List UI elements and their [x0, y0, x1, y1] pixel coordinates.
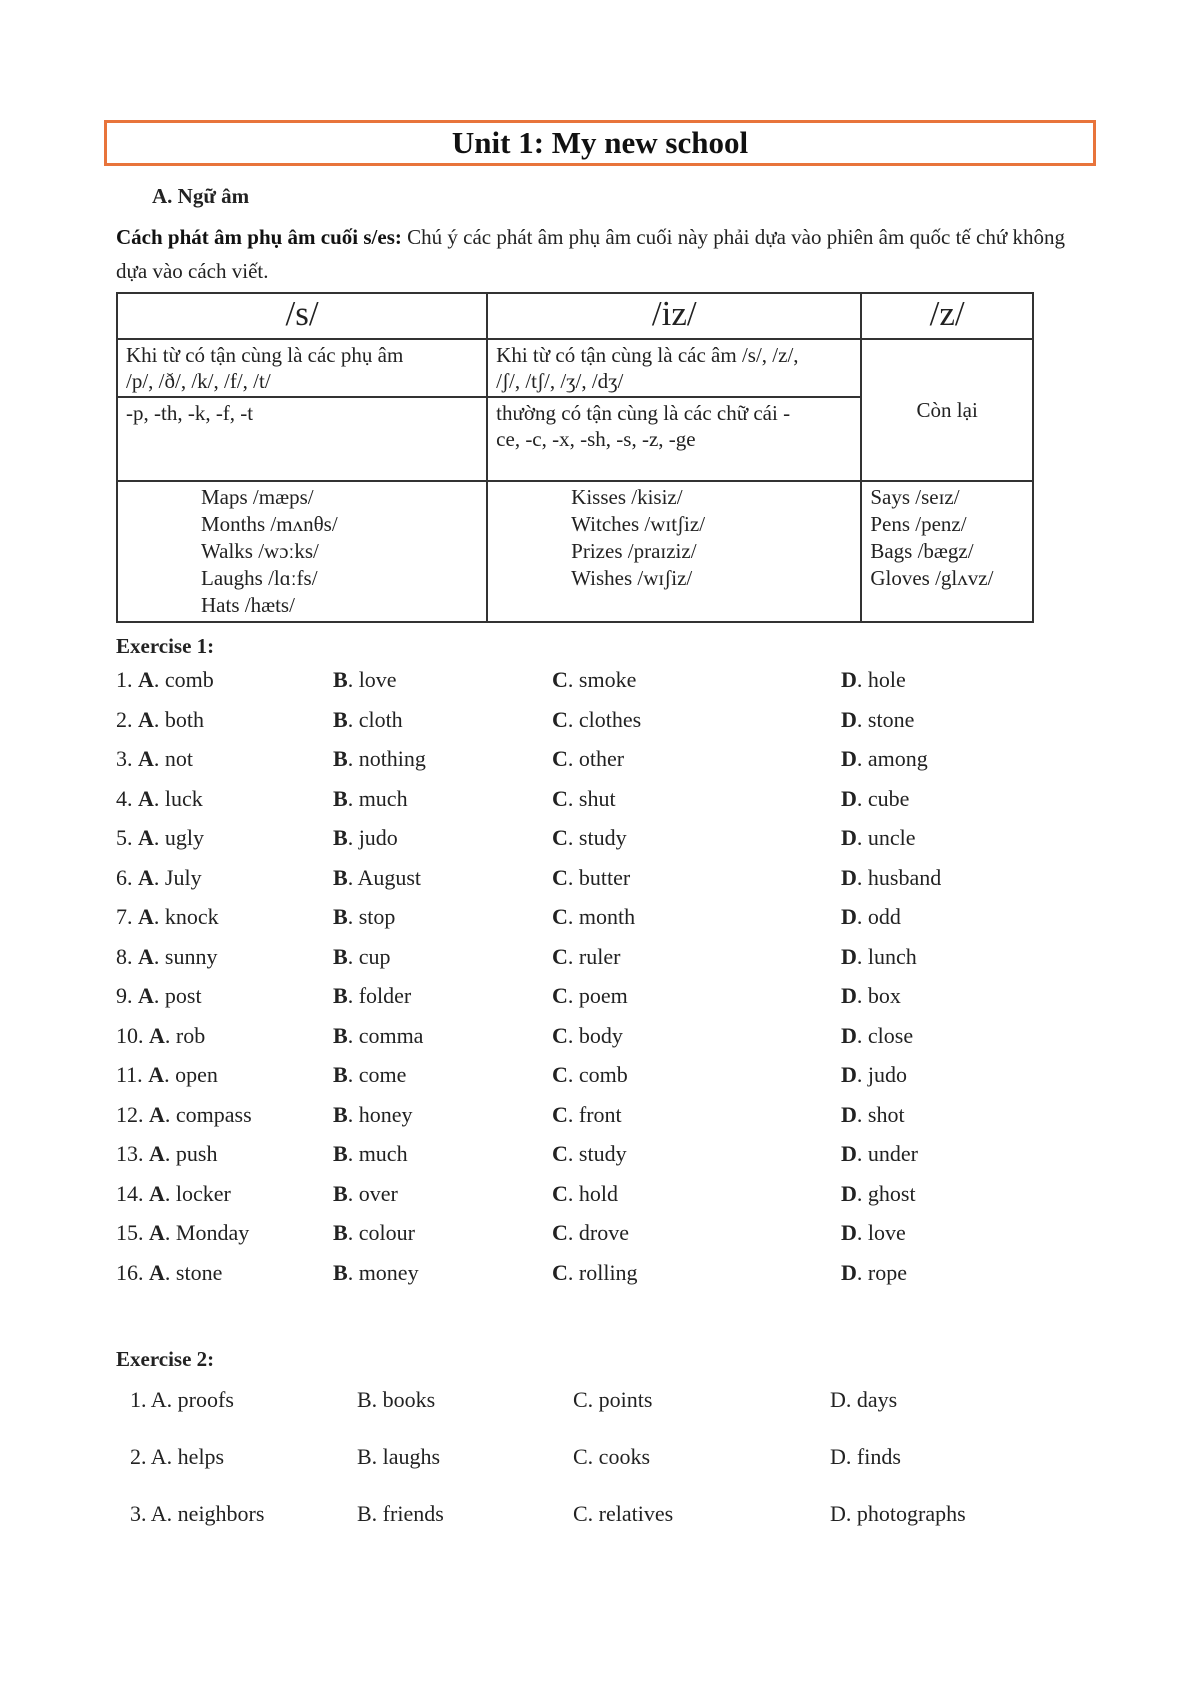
option-a: 4. A. luck: [116, 785, 203, 811]
option-letter: A: [138, 825, 154, 850]
option-d: D. box: [841, 983, 901, 1008]
option-a: 10. A. rob: [116, 1022, 206, 1048]
option-d: D. husband: [841, 864, 942, 890]
option-word: husband: [867, 864, 942, 890]
option-a: 13. A. push: [116, 1141, 218, 1166]
example: Kisses /kisiz/: [571, 485, 683, 509]
option-word: hold: [578, 1180, 619, 1206]
option-a: 1. A. comb: [116, 667, 214, 692]
exercise1-question: [116, 904, 1076, 944]
header-s: /s/: [117, 293, 487, 339]
header-z: /z/: [861, 293, 1033, 339]
option-letter: C: [552, 1022, 568, 1048]
question-number: 9.: [116, 983, 133, 1008]
question-number: 3.: [116, 746, 133, 771]
option-d: D. rope: [841, 1259, 907, 1285]
iz-rule-sounds-line1: Khi từ có tận cùng là các âm /s/, /z/,: [496, 343, 799, 367]
option-word: love: [358, 667, 397, 692]
option-word: judo: [358, 825, 398, 850]
option-word: shot: [867, 1101, 905, 1127]
option-b: B. much: [333, 1141, 408, 1166]
exercise1-title: Exercise 1:: [116, 634, 215, 658]
option-word: comb: [164, 667, 214, 692]
option-c: C. front: [552, 1101, 622, 1127]
option-word: cup: [358, 943, 391, 969]
option-word: under: [867, 1141, 918, 1166]
example: Prizes /praɪziz/: [571, 539, 697, 563]
question-number: 15.: [116, 1220, 144, 1245]
option: C. points: [573, 1387, 653, 1412]
option-word: colour: [358, 1220, 415, 1245]
option-letter: B: [333, 1180, 348, 1206]
option-letter: A: [149, 1180, 165, 1206]
option-d: D. ghost: [841, 1180, 916, 1206]
option-letter: B: [333, 983, 348, 1008]
option-letter: C: [552, 706, 568, 732]
option-c: C. comb: [552, 1062, 628, 1087]
option-word: smoke: [578, 667, 637, 692]
option-letter: D: [841, 825, 857, 850]
option-letter: D: [841, 864, 857, 890]
option-letter: B: [333, 746, 348, 771]
option-letter: D: [841, 746, 857, 771]
option-c: C. month: [552, 904, 636, 929]
option-letter: C: [552, 746, 568, 771]
z-rule: Còn lại: [861, 339, 1033, 481]
option-c: C. body: [552, 1022, 623, 1048]
option-letter: B: [333, 1062, 348, 1087]
option-word: judo: [867, 1062, 908, 1087]
option-b: B. stop: [333, 904, 396, 929]
option-word: folder: [358, 983, 412, 1008]
option-letter: D: [841, 1101, 857, 1127]
question-number: 14.: [116, 1180, 144, 1206]
option-word: post: [164, 983, 202, 1008]
exercise1-question: [116, 1181, 1076, 1221]
exercise1-question: [116, 707, 1076, 747]
option-letter: B: [333, 1101, 348, 1127]
option-letter: B: [333, 1259, 348, 1285]
exercise1-question: [116, 746, 1076, 786]
option-b: B. over: [333, 1180, 398, 1206]
option-letter: B: [333, 1022, 348, 1048]
option-letter: A: [149, 1101, 165, 1127]
option-word: uncle: [867, 825, 916, 850]
option-word: much: [358, 1141, 408, 1166]
option-word: butter: [578, 864, 631, 890]
option-letter: B: [333, 943, 348, 969]
option-d: D. under: [841, 1141, 918, 1166]
option-letter: B: [333, 864, 348, 890]
section-a-heading: A. Ngữ âm: [152, 184, 250, 208]
option-letter: C: [552, 1141, 568, 1166]
option-b: B. love: [333, 667, 397, 692]
option-c: C. poem: [552, 983, 628, 1008]
option: 2. A. helps: [130, 1444, 225, 1469]
option: D. days: [830, 1387, 898, 1412]
s-examples: [117, 481, 487, 622]
example: Pens /penz/: [870, 512, 967, 536]
option-word: box: [867, 983, 901, 1008]
option-word: poem: [578, 983, 628, 1008]
option-letter: A: [149, 1220, 165, 1245]
option: B. books: [357, 1387, 436, 1412]
exercise1-question: [116, 865, 1076, 905]
exercise1-list: [116, 667, 1076, 1299]
exercise1-question: [116, 1220, 1076, 1260]
option-word: ruler: [578, 943, 621, 969]
option-word: shut: [578, 785, 616, 811]
option-b: B. much: [333, 785, 408, 811]
option: D. photographs: [830, 1501, 966, 1526]
page-title: Unit 1: My new school: [451, 125, 749, 160]
example: Laughs /lɑːfs/: [201, 566, 318, 590]
option-a: 8. A. sunny: [116, 943, 218, 969]
option-word: nothing: [358, 746, 426, 771]
option-word: July: [164, 864, 202, 890]
option-b: B. colour: [333, 1220, 415, 1245]
option-letter: D: [841, 706, 857, 732]
question-number: 4.: [116, 785, 133, 811]
s-rule-sounds-line2: /p/, /ð/, /k/, /f/, /t/: [126, 369, 271, 393]
option-c: C. study: [552, 825, 627, 850]
question-number: 2.: [116, 706, 133, 732]
question-number: 6.: [116, 864, 133, 890]
option-letter: A: [148, 1062, 165, 1087]
title-box: [104, 120, 1096, 166]
exercise1-question: [116, 1023, 1076, 1063]
option-letter: B: [333, 1141, 348, 1166]
z-examples: [861, 481, 1033, 622]
option-b: B. cup: [333, 943, 391, 969]
option-b: B. money: [333, 1259, 419, 1285]
option-letter: A: [138, 983, 154, 1008]
option-c: C. other: [552, 746, 625, 771]
option-b: B. cloth: [333, 706, 403, 732]
option-letter: C: [552, 1101, 568, 1127]
option-d: D. odd: [841, 904, 901, 929]
option-b: B. come: [333, 1062, 407, 1087]
option-letter: B: [333, 1220, 348, 1245]
option-c: C. study: [552, 1141, 627, 1166]
option-c: C. hold: [552, 1180, 619, 1206]
option-b: B. honey: [333, 1101, 413, 1127]
option-word: front: [578, 1101, 622, 1127]
option-c: C. ruler: [552, 943, 621, 969]
exercise1-question: [116, 983, 1076, 1023]
option-letter: C: [552, 943, 568, 969]
question-number: 10.: [116, 1022, 144, 1048]
option-b: B. judo: [333, 825, 398, 850]
option-word: honey: [358, 1101, 413, 1127]
option-letter: A: [138, 785, 154, 811]
option-word: locker: [175, 1180, 231, 1206]
option-letter: C: [552, 864, 568, 890]
option-word: rob: [175, 1022, 206, 1048]
option-letter: A: [138, 746, 154, 771]
option-d: D. hole: [841, 667, 906, 692]
exercise2-question: [130, 1501, 1090, 1558]
question-number: 5.: [116, 825, 133, 850]
header-iz: /iz/: [487, 293, 861, 339]
option-letter: A: [149, 1259, 165, 1285]
exercise1-question: [116, 944, 1076, 984]
option-word: comma: [358, 1022, 424, 1048]
intro-text: Chú ý các phát âm phụ âm cuối này phải dựa vào phiên âm quốc tế chứ không dựa vào cách viết.: [116, 225, 1065, 283]
iz-rule-sounds-line2: /ʃ/, /tʃ/, /ʒ/, /dʒ/: [496, 369, 624, 393]
phonetics-table: [116, 292, 1034, 623]
question-number: 16.: [116, 1259, 144, 1285]
option-a: 6. A. July: [116, 864, 202, 890]
option-word: not: [164, 746, 194, 771]
example: Witches /wɪtʃiz/: [571, 512, 706, 536]
option-d: D. among: [841, 746, 928, 771]
option-letter: D: [841, 1141, 857, 1166]
option-b: B. comma: [333, 1022, 424, 1048]
exercise1-question: [116, 1141, 1076, 1181]
option-a: 5. A. ugly: [116, 825, 205, 850]
option-letter: C: [552, 825, 568, 850]
option-letter: B: [333, 706, 348, 732]
exercise2-title: Exercise 2:: [116, 1347, 215, 1371]
s-rule-letters: -p, -th, -k, -f, -t: [117, 397, 487, 481]
option-word: cube: [867, 785, 910, 811]
question-number: 13.: [116, 1141, 144, 1166]
iz-rule-letters-line1: thường có tận cùng là các chữ cái -: [496, 401, 791, 425]
option: B. friends: [357, 1501, 444, 1526]
option-a: 12. A. compass: [116, 1101, 252, 1127]
option-c: C. shut: [552, 785, 616, 811]
option-letter: D: [841, 1259, 857, 1285]
option-word: lunch: [867, 943, 917, 969]
option-word: rope: [867, 1259, 907, 1285]
option-letter: A: [138, 706, 154, 732]
option-word: among: [867, 746, 928, 771]
option-letter: D: [841, 1180, 857, 1206]
example: Wishes /wɪʃiz/: [571, 566, 693, 590]
iz-examples: [487, 481, 861, 622]
option-word: love: [867, 1220, 906, 1245]
option-word: August: [357, 864, 422, 890]
option-word: stop: [358, 904, 396, 929]
option-word: sunny: [164, 943, 218, 969]
option-letter: C: [552, 1220, 568, 1245]
iz-rule-letters-line2: ce, -c, -x, -sh, -s, -z, -ge: [496, 427, 696, 451]
option-b: B. folder: [333, 983, 412, 1008]
option-word: luck: [164, 785, 203, 811]
option-letter: D: [841, 904, 857, 929]
option-word: over: [358, 1180, 398, 1206]
option-word: ugly: [164, 825, 205, 850]
question-number: 7.: [116, 904, 133, 929]
option: 1. A. proofs: [130, 1387, 234, 1412]
option: C. relatives: [573, 1501, 674, 1526]
example: Walks /wɔːks/: [201, 539, 319, 563]
option-letter: A: [138, 864, 154, 890]
option-d: D. close: [841, 1022, 914, 1048]
option-word: Monday: [175, 1220, 250, 1245]
exercise1-question: [116, 1260, 1076, 1300]
option-c: C. butter: [552, 864, 631, 890]
s-rule-sounds-line1: Khi từ có tận cùng là các phụ âm: [126, 343, 404, 367]
option-d: D. lunch: [841, 943, 917, 969]
option-word: study: [578, 825, 627, 850]
option-word: money: [358, 1259, 419, 1285]
option-a: 2. A. both: [116, 706, 205, 732]
option-d: D. judo: [841, 1062, 908, 1087]
option-letter: A: [138, 943, 154, 969]
exercise2-question: [130, 1444, 1090, 1501]
option-letter: D: [841, 943, 857, 969]
option-a: 11. A. open: [116, 1062, 218, 1087]
option-word: stone: [867, 706, 915, 732]
option-d: D. love: [841, 1220, 906, 1245]
option-word: clothes: [578, 706, 642, 732]
exercise1-question: [116, 825, 1076, 865]
option-letter: B: [333, 825, 348, 850]
option-letter: C: [552, 1062, 568, 1087]
option-word: comb: [578, 1062, 628, 1087]
option-word: rolling: [578, 1259, 638, 1285]
option-d: D. cube: [841, 785, 910, 811]
option-letter: A: [138, 667, 154, 692]
option-word: odd: [867, 904, 901, 929]
option-word: stone: [175, 1259, 223, 1285]
option-word: other: [578, 746, 625, 771]
option-letter: C: [552, 785, 568, 811]
question-number: 12.: [116, 1101, 144, 1127]
option-word: come: [358, 1062, 407, 1087]
option-d: D. uncle: [841, 825, 916, 850]
question-number: 8.: [116, 943, 133, 969]
option-c: C. clothes: [552, 706, 642, 732]
exercise2-question: [130, 1387, 1090, 1444]
exercise1-question: [116, 667, 1076, 707]
option-word: close: [867, 1022, 914, 1048]
s-rule-sounds: [117, 339, 487, 397]
exercise1-question: [116, 1062, 1076, 1102]
option: B. laughs: [357, 1444, 441, 1469]
option-word: hole: [867, 667, 906, 692]
option-letter: B: [333, 904, 348, 929]
option-letter: D: [841, 1220, 857, 1245]
option-d: D. shot: [841, 1101, 905, 1127]
option-letter: D: [841, 983, 857, 1008]
option-letter: D: [841, 1022, 857, 1048]
option-letter: D: [841, 667, 857, 692]
question-number: 1.: [116, 667, 133, 692]
example: Maps /mæps/: [201, 485, 314, 509]
option-letter: C: [552, 1259, 568, 1285]
option: 3. A. neighbors: [130, 1501, 265, 1526]
option-letter: C: [552, 983, 568, 1008]
intro-bold: Cách phát âm phụ âm cuối s/es:: [116, 225, 402, 249]
exercise2-list: [130, 1387, 1090, 1558]
option-a: 9. A. post: [116, 983, 202, 1008]
intro-paragraph: [116, 220, 1096, 288]
option-word: drove: [578, 1220, 629, 1245]
exercise1-question: [116, 1102, 1076, 1142]
exercise1-question: [116, 786, 1076, 826]
option-word: compass: [175, 1101, 252, 1127]
option-b: B. August: [333, 864, 422, 890]
option: C. cooks: [573, 1444, 650, 1469]
option-c: C. drove: [552, 1220, 629, 1245]
option-b: B. nothing: [333, 746, 426, 771]
example: Hats /hæts/: [201, 593, 295, 617]
option-d: D. stone: [841, 706, 915, 732]
option-word: much: [358, 785, 408, 811]
option-letter: D: [841, 1062, 857, 1087]
option-word: month: [578, 904, 636, 929]
question-number: 11.: [116, 1062, 143, 1087]
option-a: 16. A. stone: [116, 1259, 223, 1285]
option-word: study: [578, 1141, 627, 1166]
iz-rule-letters: [487, 397, 861, 481]
option-c: C. rolling: [552, 1259, 638, 1285]
option-letter: C: [552, 904, 568, 929]
option-letter: A: [149, 1022, 165, 1048]
option-letter: C: [552, 1180, 568, 1206]
option-letter: A: [138, 904, 154, 929]
option-a: 15. A. Monday: [116, 1220, 250, 1245]
option-word: push: [175, 1141, 218, 1166]
example: Bags /bægz/: [870, 539, 974, 563]
option-word: ghost: [867, 1180, 916, 1206]
example: Says /seɪz/: [870, 485, 960, 509]
option-word: cloth: [358, 706, 403, 732]
option-a: 7. A. knock: [116, 904, 219, 929]
iz-rule-sounds: [487, 339, 861, 397]
option-word: knock: [164, 904, 219, 929]
example: Gloves /glʌvz/: [870, 566, 994, 590]
option-letter: C: [552, 667, 568, 692]
option-a: 14. A. locker: [116, 1180, 231, 1206]
option-letter: B: [333, 667, 348, 692]
option: D. finds: [830, 1444, 901, 1469]
example: Months /mʌnθs/: [201, 512, 338, 536]
option-letter: B: [333, 785, 348, 811]
option-letter: D: [841, 785, 857, 811]
option-word: open: [175, 1062, 218, 1087]
option-word: both: [164, 706, 205, 732]
option-letter: A: [149, 1141, 165, 1166]
option-word: body: [578, 1022, 623, 1048]
option-a: 3. A. not: [116, 746, 194, 771]
option-c: C. smoke: [552, 667, 637, 692]
